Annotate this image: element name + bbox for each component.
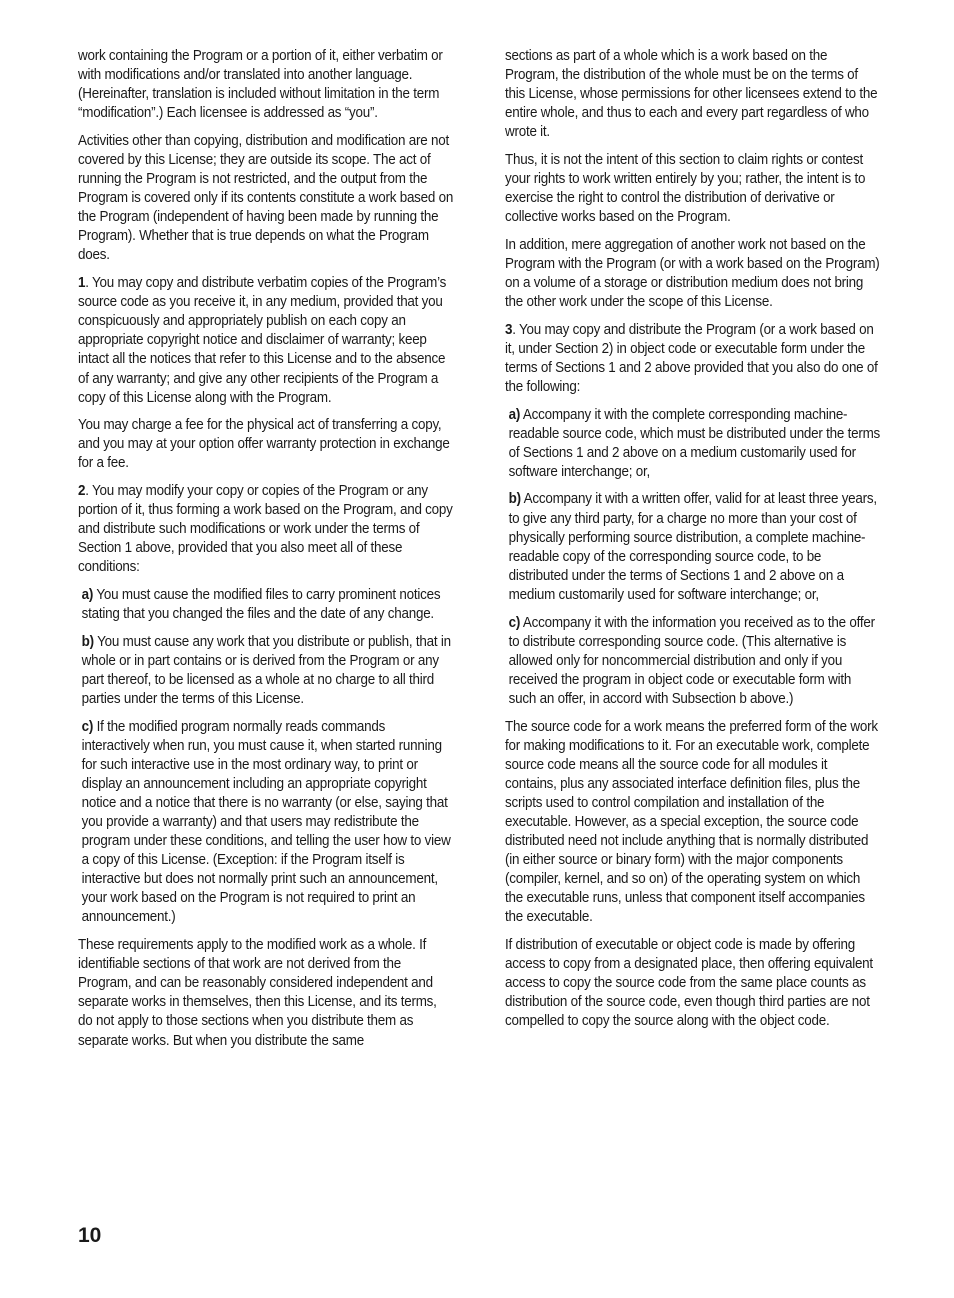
- paragraph: These requirements apply to the modified work as a whole. If identifiable sections of that work are not derived from the Program, and can be reasonably considered independent and separate works in themselves, then this License, and its terms, do not apply to those sections when you distribute them as separate works. But when you distribute the same: [78, 937, 437, 1049]
- option-b: b) Accompany it with a written offer, valid for at least three years, to give any third party, for a charge no more than your cost of physically performing source distribution, a complete machine-readable copy of the corresponding source code, to be distributed under the terms of Sections 1 and 2 above on a medium customarily used for software interchange; or,: [508, 491, 877, 603]
- section-2-paragraph: 2. You may modify your copy or copies of the Program or any portion of it, thus forming a work based on the Program, and copy and distribute such modifications or work under the terms of Section 1 above, provided that you also meet all of these conditions:: [78, 482, 453, 576]
- page-number: 10: [78, 1224, 102, 1247]
- item-letter: c): [81, 718, 94, 735]
- paragraph: The source code for a work means the preferred form of the work for making modifications to it. For an executable work, complete source code means all the source code for all modules it contains, plus any associated interface definition files, plus the scripts used to control compilation and installation of the executable. However, as a special exception, the source code distributed need not include anything that is normally distributed (in either source or binary form) with the major components (compiler, kernel, and so on) of the operating system on which the executable runs, unless that component itself accompanies the executable.: [505, 718, 878, 926]
- condition-c: c) If the modified program normally reads commands interactively when run, you must cause it, when started running for such interactive use in the most ordinary way, to print or display an announcement including an appropriate copyright notice and a notice that there is no warranty (or else, saying that you provide a warranty) and that users may redistribute the program under these conditions, and telling the user how to view a copy of this License. (Exception: if the Program itself is interactive but does not normally print such an announcement, your work based on the Program is not required to print an announcement.): [81, 718, 451, 926]
- section-1-paragraph: 1. You may copy and distribute verbatim copies of the Program’s source code as you receive it, in any medium, provided that you conspicuously and appropriately publish on each copy an appropriate copyright notice and disclaimer of warranty; keep intact all the notices that refer to this License and to the absence of any warranty; and give any other recipients of the Program a copy of this License along with the Program.: [78, 275, 447, 406]
- paragraph: Thus, it is not the intent of this section to claim rights or contest your rights to work written entirely by you; rather, the intent is to exercise the right to control the distribution of derivative or collective works based on the Program.: [505, 151, 866, 226]
- right-column: [505, 47, 880, 1040]
- section-number: 3: [505, 321, 513, 338]
- option-c: c) Accompany it with the information you received as to the offer to distribute corresponding source code. (This alternative is allowed only for noncommercial distribution and only if you received the program in object code or executable form with such an offer, in accord with Subsection b above.): [508, 614, 875, 707]
- item-letter: a): [81, 586, 94, 603]
- item-letter: c): [508, 614, 521, 631]
- section-number: 2: [78, 482, 86, 499]
- paragraph: You may charge a fee for the physical act of transferring a copy, and you may at your option offer warranty protection in exchange for a fee.: [78, 417, 450, 472]
- item-letter: a): [508, 406, 521, 423]
- condition-a: a) You must cause the modified files to carry prominent notices stating that you changed the files and the date of any change.: [81, 586, 441, 623]
- option-a: a) Accompany it with the complete corresponding machine-readable source code, which must be distributed under the terms of Sections 1 and 2 above on a medium customarily used for software interchange; or,: [508, 406, 881, 480]
- paragraph: Activities other than copying, distribution and modification are not covered by this License; they are outside its scope. The act of running the Program is not restricted, and the output from the Program is covered only if its contents constitute a work based on the Program (independent of having been made by running the Program). Whether that is true depends on what the Program does.: [78, 132, 454, 264]
- section-number: 1: [78, 275, 86, 292]
- section-3-paragraph: 3. You may copy and distribute the Program (or a work based on it, under Section 2) in object code or executable form under the terms of Sections 1 and 2 above provided that you also do one of the following:: [505, 321, 878, 395]
- paragraph: If distribution of executable or object code is made by offering access to copy from a designated place, then offering equivalent access to copy the source code from the same place counts as distribution of the source code, even though third parties are not compelled to copy the source along with the object code.: [505, 937, 873, 1030]
- paragraph: In addition, mere aggregation of another work not based on the Program with the Program (or with a work based on the Program) on a volume of a storage or distribution medium does not bring the other work under the scope of this License.: [505, 236, 880, 311]
- item-letter: b): [81, 633, 94, 650]
- condition-b: b) You must cause any work that you distribute or publish, that in whole or in part contains or is derived from the Program or any part thereof, to be licensed as a whole at no charge to all third parties under the terms of this License.: [81, 633, 451, 707]
- paragraph: sections as part of a whole which is a work based on the Program, the distribution of the whole must be on the terms of this License, whose permissions for other licensees extend to the entire whole, and thus to each and every part regardless of who wrote it.: [505, 48, 878, 141]
- paragraph: work containing the Program or a portion of it, either verbatim or with modifications and/or translated into another language. (Hereinafter, translation is included without limitation in the term “modification”.) Each licensee is addressed as “you”.: [78, 48, 443, 122]
- item-letter: b): [508, 491, 521, 508]
- left-column: [78, 47, 453, 1059]
